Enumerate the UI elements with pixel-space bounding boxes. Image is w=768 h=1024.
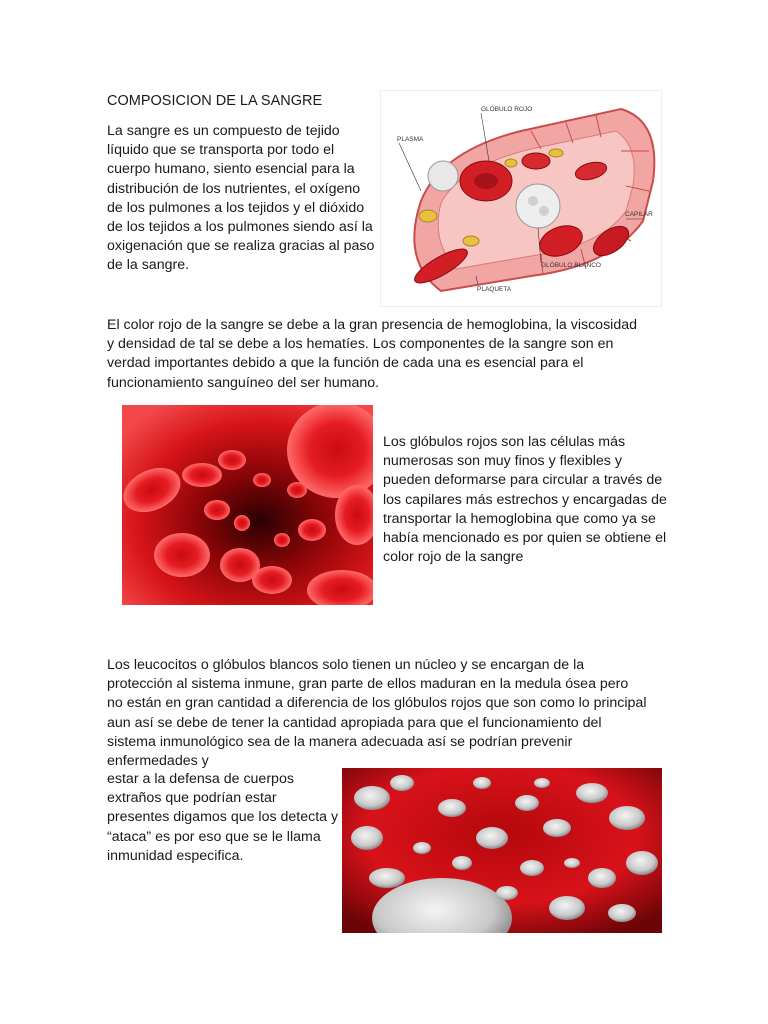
red-cells-paragraph: Los glóbulos rojos son las células más numerosas son muy finos y flexibles y pueden deformarse para circular a través de los capilares más estrechos y encargadas de transportar la hemoglobina que como ya se había mencionado es por quien se obtiene el color rojo de la sangre — [383, 434, 667, 566]
intro-paragraph: La sangre es un compuesto de tejido líquido que se transporta por todo el cuerpo humano, siento esencial para la distribución de los nutrientes, el oxígeno de los pulmones a los tejidos y el dióxido de los tejidos a los pulmones siendo así la oxigenación que se realiza gracias al paso de la sangre. — [107, 123, 375, 274]
white-cells-paragraph: Los leucocitos o glóbulos blancos solo tienen un núcleo y se encargan de la protección al sistema inmune, gran parte de ellos maduran en la medula ósea pero no están en gran cantidad a diferencia de los glóbulos rojos que son como lo principal aun así se debe de tener la cantidad apropiada para que el funcionamiento del sistema inmunológico sea de la manera adecuada así se podrían prevenir enfermedades y — [107, 657, 647, 770]
label-globulo-rojo: GLÓBULO ROJO — [481, 106, 533, 113]
hemoglobin-paragraph: El color rojo de la sangre se debe a la gran presencia de hemoglobina, la viscosidad y densidad de tal se debe a los hematíes. Los componentes de la sangre son en verdad importantes debido a que la función de cada una es esencial para el funcionamiento sanguíneo del ser humano. — [107, 317, 637, 391]
red-blood-cells-image — [122, 405, 373, 605]
label-plasma: PLASMA — [397, 136, 424, 143]
immunity-paragraph: estar a la defensa de cuerpos extraños que podrían estar presentes digamos que los detecta y “ataca” es por eso que se le llama inmunidad especifica. — [107, 771, 339, 864]
white-blood-cells-image — [342, 768, 662, 933]
page-title: COMPOSICION DE LA SANGRE — [107, 93, 323, 109]
label-plaqueta: PLAQUETA — [477, 286, 512, 293]
label-capilar: CAPILAR — [625, 211, 653, 218]
label-globulo-blanco: GLÓBULO BLANCO — [541, 262, 601, 269]
blood-vessel-diagram — [380, 90, 662, 307]
